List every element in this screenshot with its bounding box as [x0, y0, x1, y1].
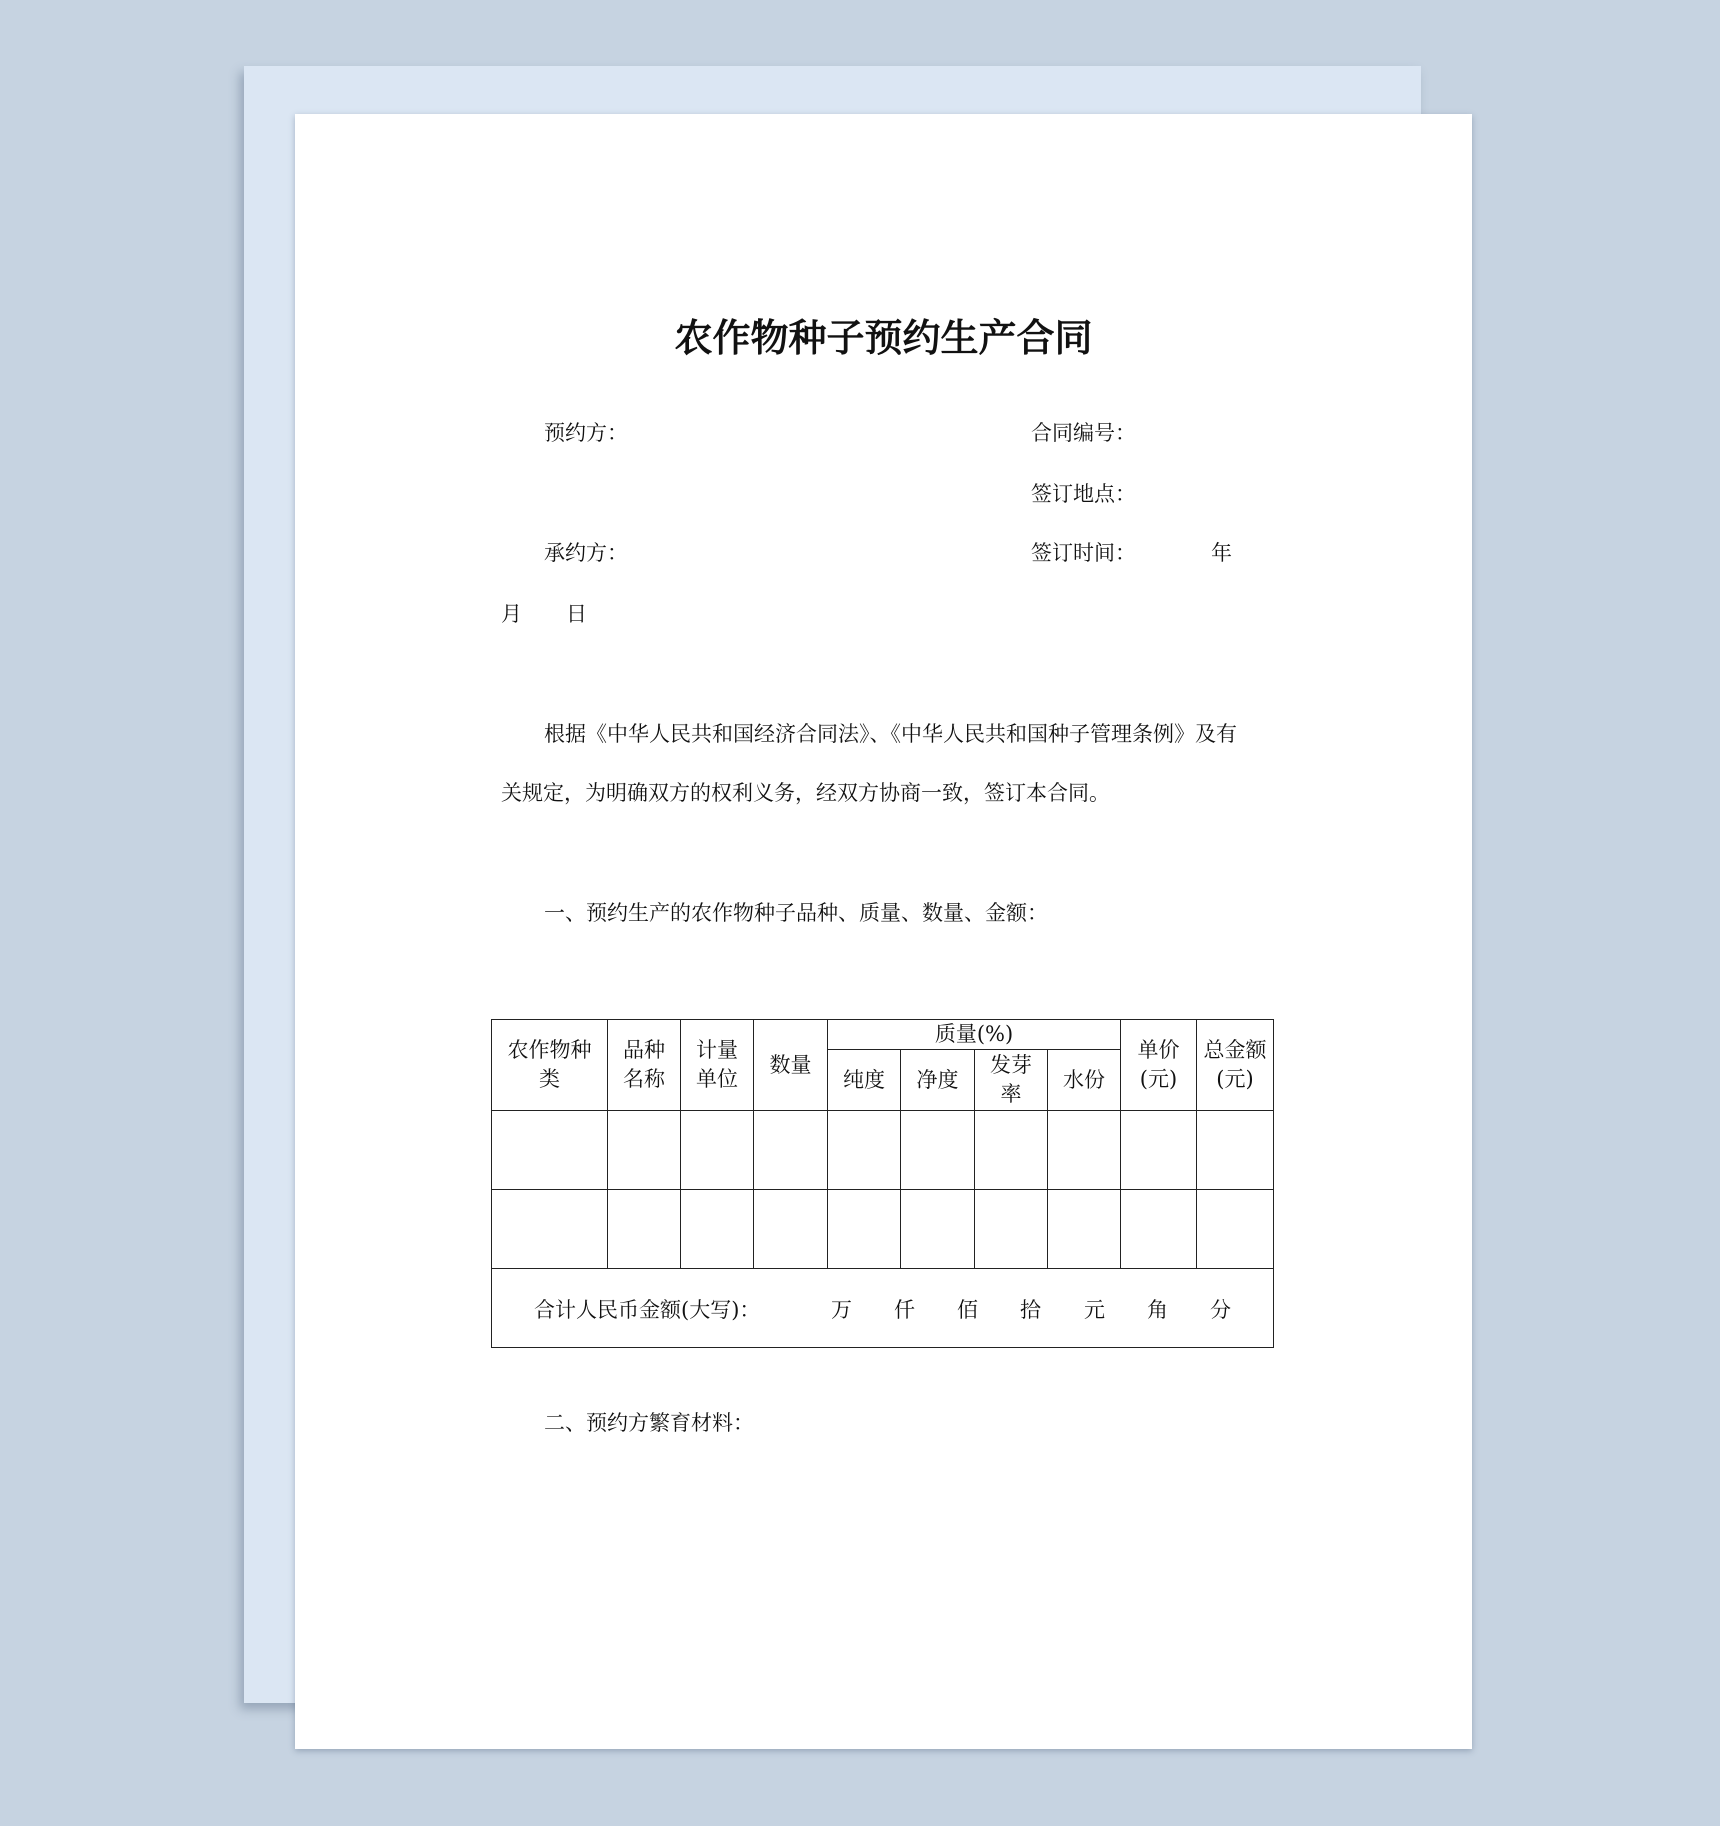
cell[interactable] [754, 1111, 828, 1190]
document-page [295, 114, 1472, 1749]
table-row [492, 1190, 1274, 1269]
cell[interactable] [1197, 1111, 1274, 1190]
header-cleanliness: 净度 [901, 1050, 975, 1111]
cell[interactable] [608, 1111, 681, 1190]
preamble-line-1: 根据《中华人民共和国经济合同法》、《中华人民共和国种子管理条例》及有 [544, 722, 1237, 746]
cell[interactable] [975, 1111, 1048, 1190]
year-label: 年 [1211, 541, 1232, 565]
header-crop: 农作物种类 [492, 1020, 608, 1111]
total-label: 合计人民币金额(大写)： [534, 1298, 761, 1323]
unit-wan: 万 [831, 1298, 852, 1323]
unit-shi: 拾 [1020, 1298, 1041, 1323]
contractor-label: 承约方： [544, 541, 628, 565]
sign-place-label: 签订地点： [1031, 482, 1136, 506]
preamble-line-2: 关规定，为明确双方的权利义务，经双方协商一致，签订本合同。 [501, 781, 1110, 805]
sign-time-label: 签订时间： [1031, 541, 1136, 565]
cell[interactable] [608, 1190, 681, 1269]
booker-label: 预约方： [544, 421, 628, 445]
cell[interactable] [1121, 1111, 1197, 1190]
cell[interactable] [828, 1111, 901, 1190]
table-row [492, 1111, 1274, 1190]
cell[interactable] [681, 1190, 754, 1269]
day-label: 日 [566, 602, 587, 626]
cell[interactable] [901, 1190, 975, 1269]
total-row [492, 1269, 1274, 1348]
cell[interactable] [681, 1111, 754, 1190]
unit-fen: 分 [1210, 1298, 1231, 1323]
header-total: 总金额(元) [1197, 1020, 1274, 1111]
page-title: 农作物种子预约生产合同 [674, 316, 1093, 360]
header-moisture: 水份 [1048, 1050, 1121, 1111]
header-quality: 质量(%) [828, 1020, 1121, 1050]
cell[interactable] [1197, 1190, 1274, 1269]
cell[interactable] [975, 1190, 1048, 1269]
header-price: 单价(元) [1121, 1020, 1197, 1111]
seed-table [491, 1019, 1274, 1348]
contract-no-label: 合同编号： [1031, 421, 1136, 445]
unit-yuan: 元 [1084, 1298, 1105, 1323]
header-unit: 计量单位 [681, 1020, 754, 1111]
unit-bai: 佰 [957, 1298, 978, 1323]
header-purity: 纯度 [828, 1050, 901, 1111]
cell[interactable] [901, 1111, 975, 1190]
cell[interactable] [492, 1190, 608, 1269]
header-variety: 品种名称 [608, 1020, 681, 1111]
header-qty: 数量 [754, 1020, 828, 1111]
cell[interactable] [1048, 1111, 1121, 1190]
section-1-heading: 一、预约生产的农作物种子品种、质量、数量、金额： [544, 901, 1048, 925]
total-cell [492, 1269, 1274, 1348]
cell[interactable] [754, 1190, 828, 1269]
cell[interactable] [492, 1111, 608, 1190]
unit-qian: 仟 [894, 1298, 915, 1323]
unit-jiao: 角 [1147, 1298, 1168, 1323]
section-2-heading: 二、预约方繁育材料： [544, 1411, 754, 1435]
cell[interactable] [1048, 1190, 1121, 1269]
month-label: 月 [501, 602, 522, 626]
header-germination: 发芽率 [975, 1050, 1048, 1111]
cell[interactable] [828, 1190, 901, 1269]
cell[interactable] [1121, 1190, 1197, 1269]
